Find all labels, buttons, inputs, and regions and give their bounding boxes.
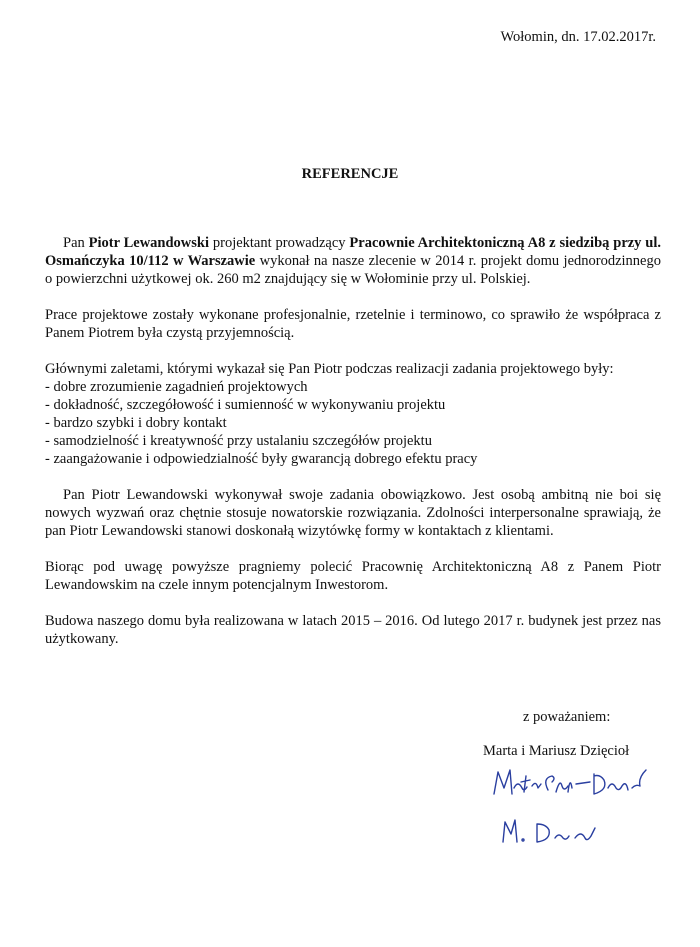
document-date: Wołomin, dn. 17.02.2017r. [500, 29, 656, 45]
document-body [45, 234, 661, 648]
advantages-list [45, 378, 661, 468]
paragraph-construction: Budowa naszego domu była realizowana w latach 2015 – 2016. Od lutego 2017 r. budynek jest przez nas użytkowany. [45, 613, 661, 647]
intro-text-b: projektant prowadzący [209, 235, 350, 251]
handwritten-signature-2 [497, 812, 607, 852]
company-name: Pracownie Architektoniczną A8 z siedzibą przy ul. Osmańczyka 10/112 w Warszawie [45, 235, 662, 269]
document-title: REFERENCJE [301, 166, 399, 182]
paragraph-introduction [45, 234, 661, 288]
handwritten-signature-1 [488, 764, 658, 806]
list-item: - dokładność, szczegółowość i sumienność w wykonywaniu projektu [45, 397, 446, 413]
list-item: - bardzo szybki i dobry kontakt [45, 415, 227, 431]
intro-text-a: Pan [63, 235, 89, 251]
closing-regards: z poważaniem: [523, 709, 611, 725]
signatory-names: Marta i Mariusz Dzięcioł [483, 743, 630, 759]
designer-name: Piotr Lewandowski [88, 235, 210, 251]
paragraph-recommendation: Biorąc pod uwagę powyższe pragniemy polecić Pracownię Architektoniczną A8 z Panem Piotr Lewandowskim na czele innym potencjalnym Inwestorom. [45, 559, 661, 593]
list-item: - zaangażowanie i odpowiedzialność były gwarancją dobrego efektu pracy [45, 451, 478, 467]
list-item: - dobre zrozumienie zagadnień projektowych [45, 379, 308, 395]
paragraph-character: Pan Piotr Lewandowski wykonywał swoje zadania obowiązkowo. Jest osobą ambitną nie boi się nowych wyzwań oraz chętnie stosuje nowatorskie rozwiązania. Zdolności interpersonalne sprawiają, że pan Piotr Lewandowski stanowi doskonałą wizytówkę formy w kontaktach z klientami. [45, 487, 661, 539]
intro-text-c: wykonał na nasze zlecenie w 2014 r. projekt domu jednorodzinnego o powierzchni użytkowej ok. 260 m2 znajdujący się w Wołominie przy ul. Polskiej. [45, 253, 661, 287]
list-item: - samodzielność i kreatywność przy ustalaniu szczegółów projektu [45, 433, 432, 449]
paragraph-advantages-intro: Głównymi zaletami, którymi wykazał się Pan Piotr podczas realizacji zadania projektowego były: [45, 361, 614, 377]
paragraph-quality: Prace projektowe zostały wykonane profesjonalnie, rzetelnie i terminowo, co sprawiło że współpraca z Panem Piotrem była czystą przyjemnością. [45, 307, 661, 341]
